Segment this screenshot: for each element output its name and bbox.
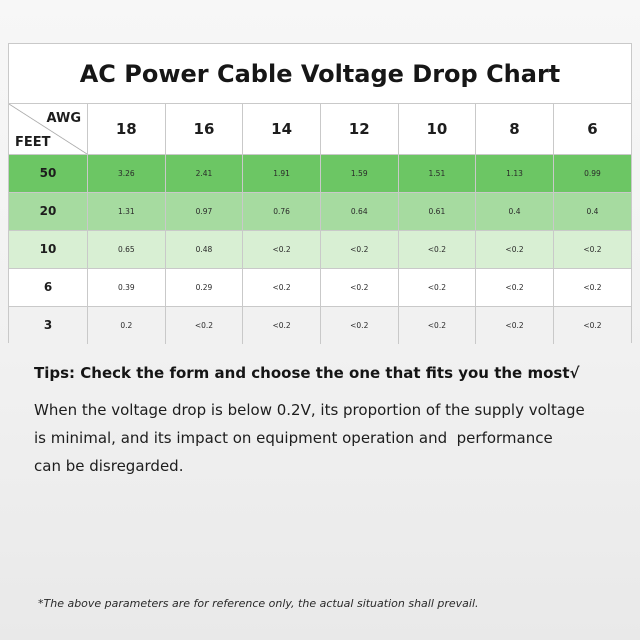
voltage-drop-cell: <0.2: [553, 230, 631, 268]
voltage-drop-cell: 1.13: [476, 154, 554, 192]
voltage-drop-cell: 0.48: [165, 230, 243, 268]
tips-line: can be disregarded.: [34, 457, 184, 475]
voltage-drop-cell: 0.99: [553, 154, 631, 192]
awg-header-cell: 6: [553, 104, 631, 154]
voltage-drop-cell: <0.2: [476, 230, 554, 268]
voltage-drop-cell: <0.2: [476, 268, 554, 306]
voltage-drop-cell: 0.29: [165, 268, 243, 306]
voltage-drop-cell: <0.2: [243, 306, 321, 344]
table-row: [9, 268, 631, 306]
tips-line: is minimal, and its impact on equipment operation and performance: [34, 429, 553, 447]
voltage-drop-cell: <0.2: [320, 306, 398, 344]
awg-header-cell: 14: [243, 104, 321, 154]
voltage-drop-cell: 0.2: [88, 306, 166, 344]
awg-header-cell: 18: [88, 104, 166, 154]
voltage-drop-cell: 0.97: [165, 192, 243, 230]
voltage-drop-cell: 0.76: [243, 192, 321, 230]
feet-cell: 50: [9, 154, 88, 192]
corner-header-cell: [9, 104, 88, 154]
tips-heading: Tips: Check the form and choose the one that fits you the most√: [34, 364, 580, 382]
voltage-drop-cell: 0.65: [88, 230, 166, 268]
voltage-drop-cell: <0.2: [165, 306, 243, 344]
awg-header-cell: 8: [476, 104, 554, 154]
chart-title: AC Power Cable Voltage Drop Chart: [9, 44, 631, 104]
awg-header-cell: 16: [165, 104, 243, 154]
table-header-row: [9, 104, 631, 154]
tips-description: [34, 396, 620, 480]
voltage-drop-cell: <0.2: [398, 306, 476, 344]
voltage-drop-cell: 0.64: [320, 192, 398, 230]
voltage-drop-cell: <0.2: [553, 306, 631, 344]
awg-axis-label: AWG: [46, 111, 81, 126]
voltage-drop-cell: 0.4: [476, 192, 554, 230]
voltage-drop-table: [9, 104, 631, 344]
voltage-drop-cell: <0.2: [320, 230, 398, 268]
feet-cell: 20: [9, 192, 88, 230]
voltage-drop-cell: 2.41: [165, 154, 243, 192]
voltage-drop-cell: <0.2: [243, 230, 321, 268]
awg-header-cell: 10: [398, 104, 476, 154]
voltage-drop-chart-card: [8, 43, 632, 343]
feet-axis-label: FEET: [15, 134, 51, 150]
feet-cell: 6: [9, 268, 88, 306]
voltage-drop-cell: <0.2: [320, 268, 398, 306]
voltage-drop-cell: <0.2: [476, 306, 554, 344]
voltage-drop-cell: 0.61: [398, 192, 476, 230]
voltage-drop-cell: 3.26: [88, 154, 166, 192]
table-row: [9, 306, 631, 344]
disclaimer-footnote: *The above parameters are for reference only, the actual situation shall prevail.: [38, 597, 479, 610]
voltage-drop-cell: <0.2: [398, 230, 476, 268]
table-row: [9, 192, 631, 230]
table-row: [9, 230, 631, 268]
feet-cell: 3: [9, 306, 88, 344]
voltage-drop-cell: 1.59: [320, 154, 398, 192]
table-row: [9, 154, 631, 192]
voltage-drop-cell: 0.39: [88, 268, 166, 306]
voltage-drop-cell: 1.31: [88, 192, 166, 230]
voltage-drop-cell: 1.91: [243, 154, 321, 192]
feet-cell: 10: [9, 230, 88, 268]
awg-header-cell: 12: [320, 104, 398, 154]
voltage-drop-cell: <0.2: [553, 268, 631, 306]
voltage-drop-cell: 1.51: [398, 154, 476, 192]
voltage-drop-cell: <0.2: [243, 268, 321, 306]
voltage-drop-cell: <0.2: [398, 268, 476, 306]
tips-line: When the voltage drop is below 0.2V, its proportion of the supply voltage: [34, 401, 585, 419]
voltage-drop-cell: 0.4: [553, 192, 631, 230]
